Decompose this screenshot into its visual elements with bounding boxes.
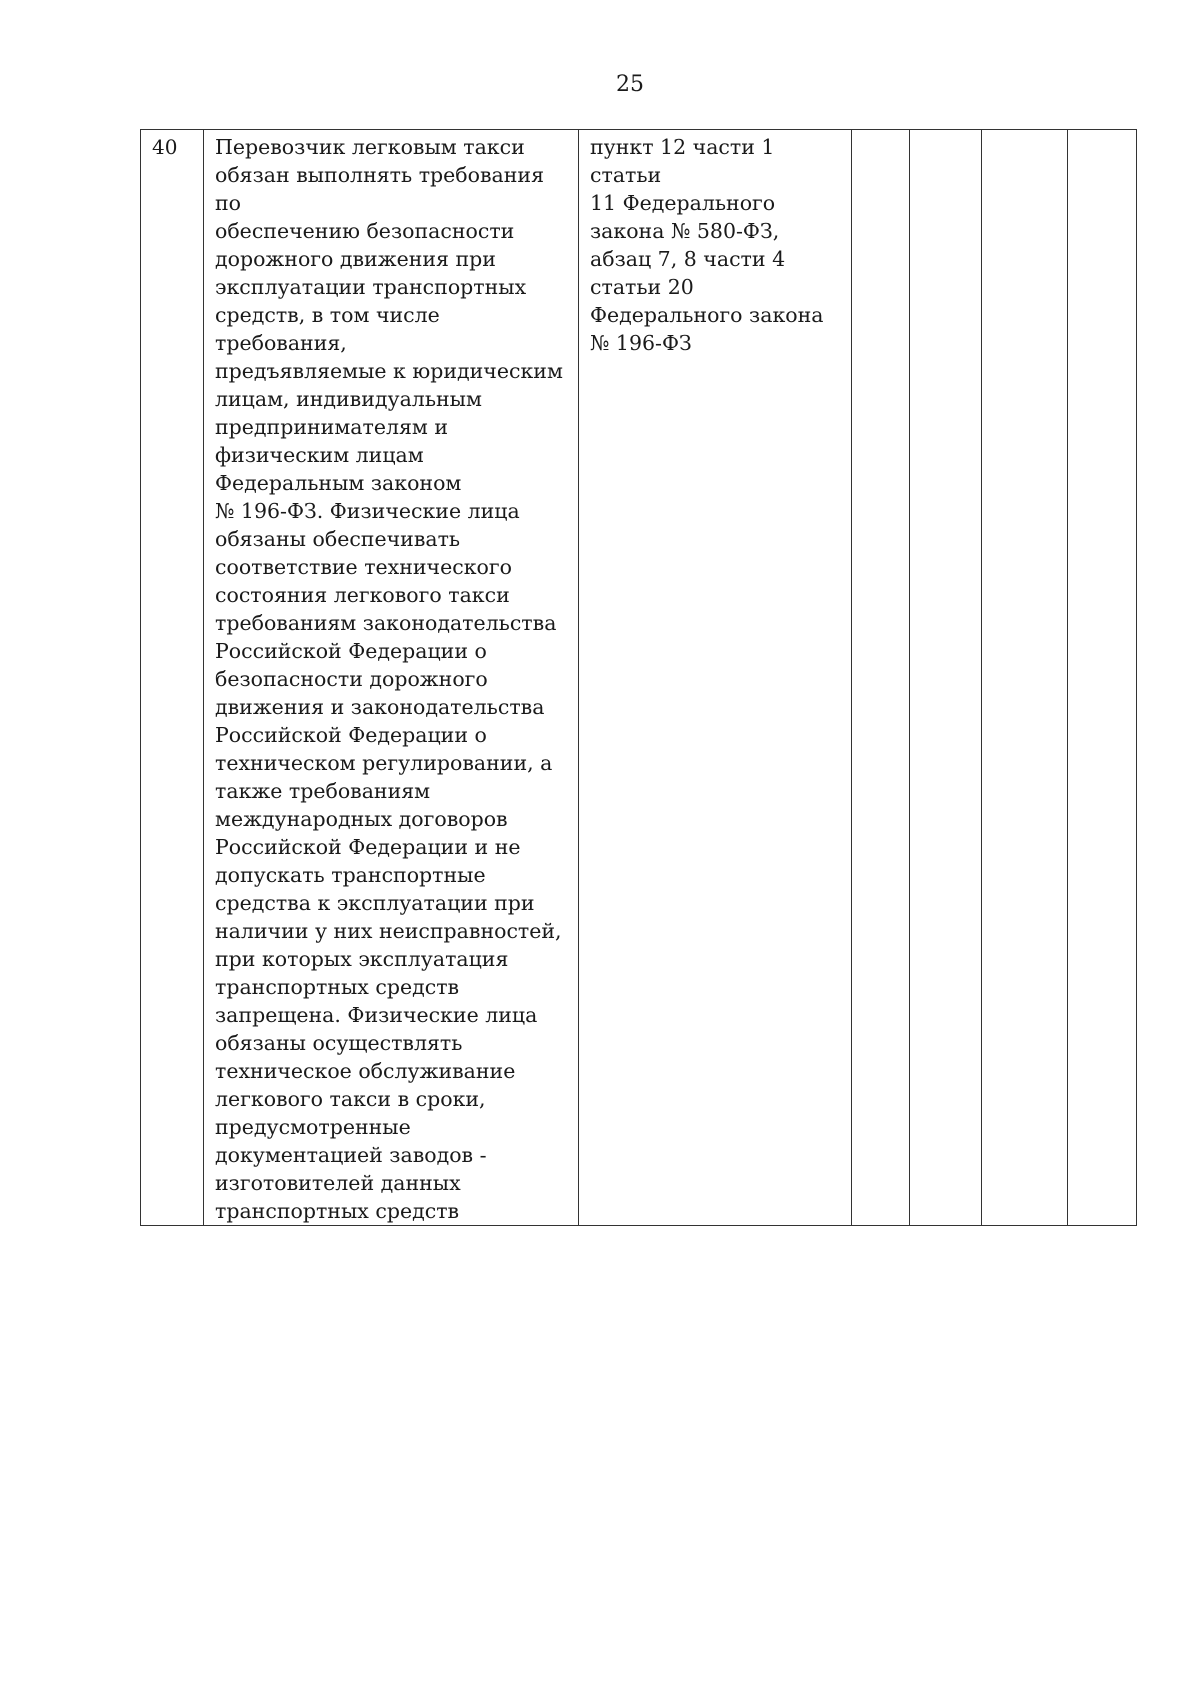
page-number: 25 [616, 72, 644, 97]
empty-cell-5 [910, 130, 982, 1226]
empty-cell-4 [852, 130, 910, 1226]
empty-cell-6 [982, 130, 1068, 1226]
table-row [141, 130, 1137, 1226]
row-number-cell: 40 [141, 130, 204, 1226]
legal-reference-cell: пункт 12 части 1 статьи 11 Федерального закона № 580-ФЗ, абзац 7, 8 части 4 статьи 20 Федерального закона № 196-ФЗ [579, 130, 852, 1226]
requirement-text-cell: Перевозчик легковым такси обязан выполнять требования по обеспечению безопасности дорожного движения при эксплуатации транспортных средств, в том числе требования, предъявляемые к юридическим лицам, индивидуальным предпринимателям и физическим лицам Федеральным законом № 196-ФЗ. Физические лица обязаны обеспечивать соответствие технического состояния легкового такси требованиям законодательства Российской Федерации о безопасности дорожного движения и законодательства Российской Федерации о техническом регулировании, а также требованиям международных договоров Российской Федерации и не допускать транспортные средства к эксплуатации при наличии у них неисправностей, при которых эксплуатация транспортных средств запрещена. Физические лица обязаны осуществлять техническое обслуживание легкового такси в сроки, предусмотренные документацией заводов - изготовителей данных транспортных средств [204, 130, 579, 1226]
empty-cell-7 [1068, 130, 1137, 1226]
requirements-table [140, 129, 1137, 1226]
